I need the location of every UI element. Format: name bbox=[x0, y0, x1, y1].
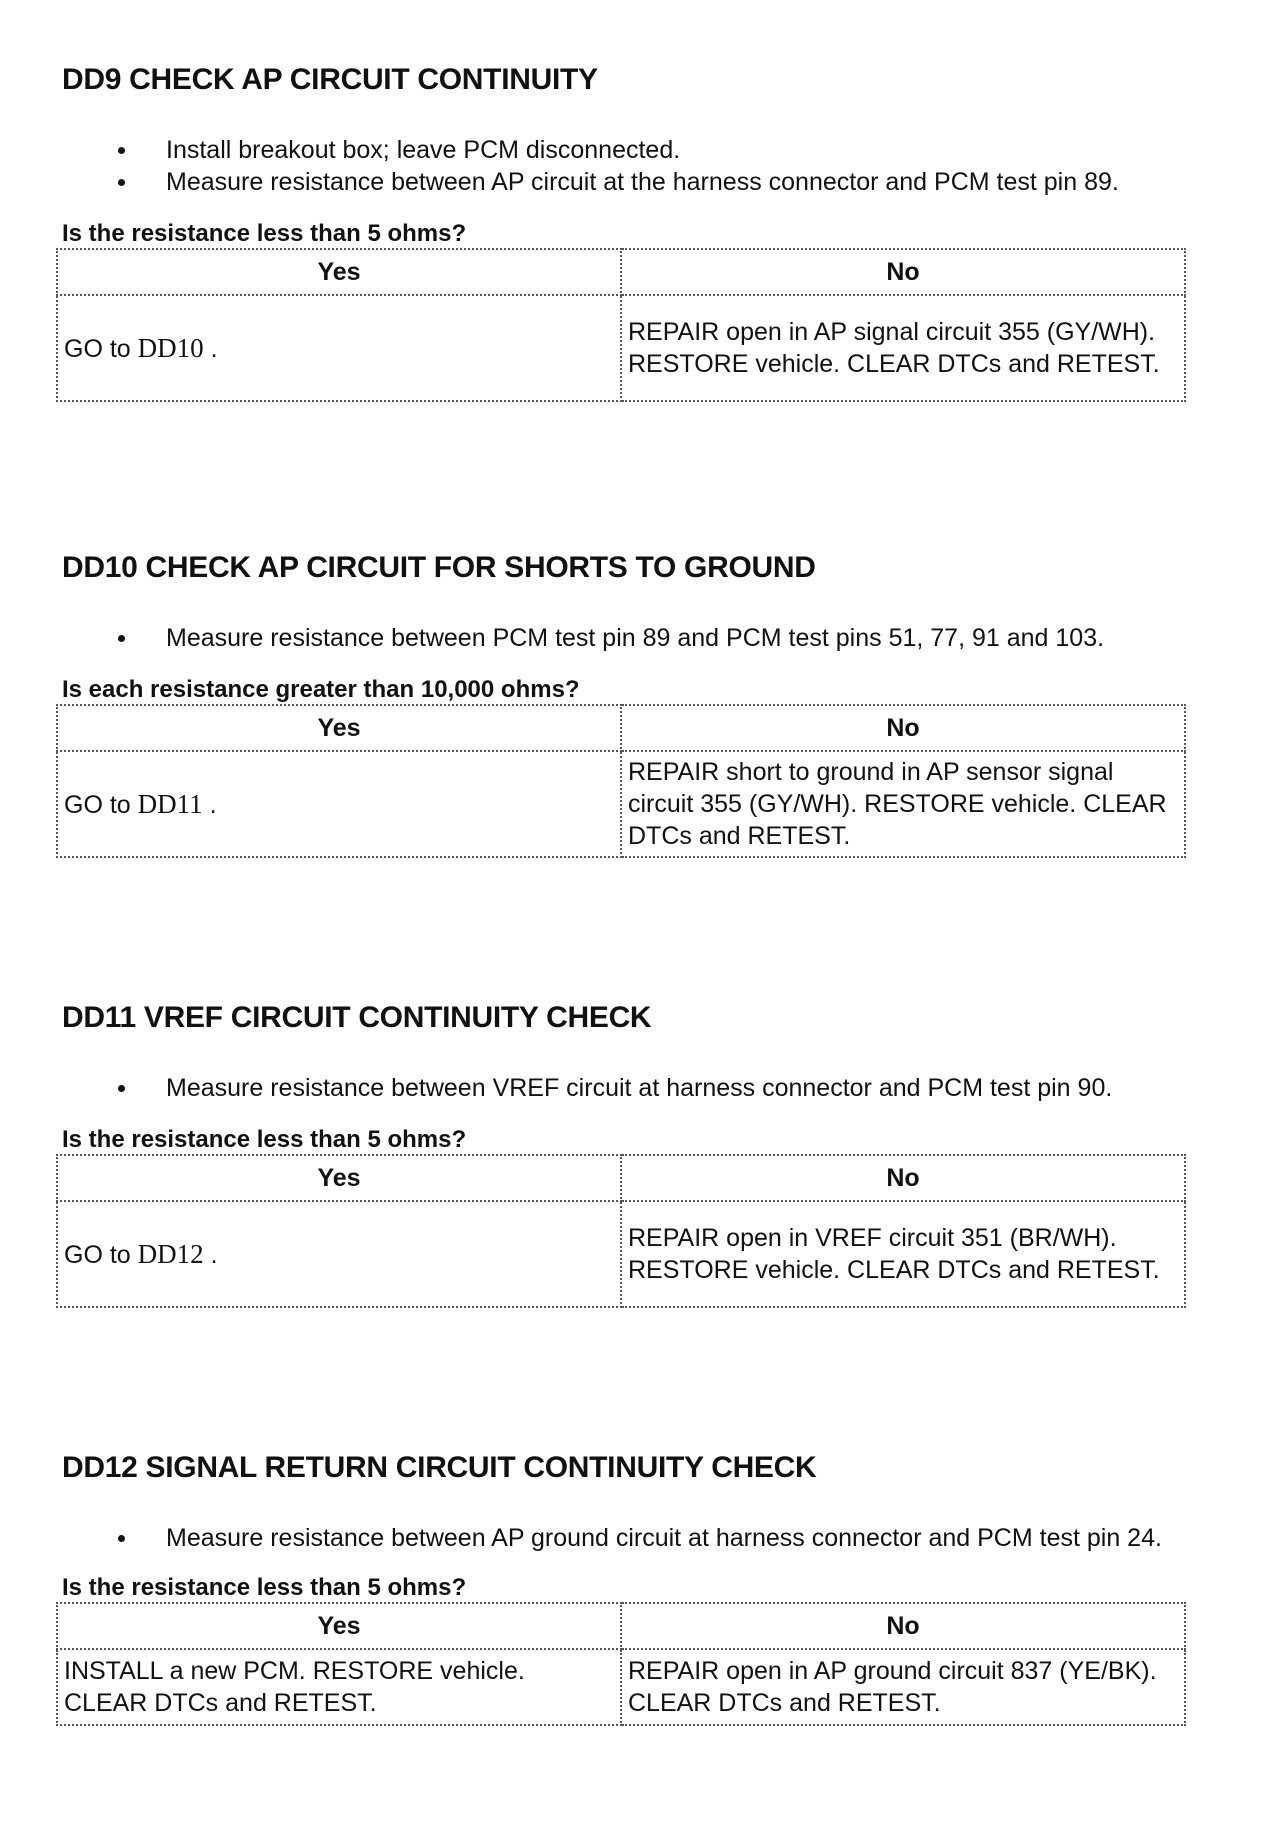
yes-cell: INSTALL a new PCM. RESTORE vehicle. CLEAR DTCs and RETEST. bbox=[57, 1649, 621, 1725]
bullet-list bbox=[62, 1522, 1242, 1554]
bullet-icon bbox=[118, 1085, 125, 1092]
yes-cell: GO to DD12 . bbox=[57, 1201, 621, 1307]
yes-header: Yes bbox=[57, 705, 621, 751]
yes-header: Yes bbox=[57, 1603, 621, 1649]
bullet-icon bbox=[118, 635, 125, 642]
bullet-icon bbox=[118, 179, 125, 186]
no-cell: REPAIR open in AP signal circuit 355 (GY/WH). RESTORE vehicle. CLEAR DTCs and RETEST. bbox=[621, 295, 1185, 401]
answer-table bbox=[56, 1602, 1186, 1726]
section-heading: DD9 CHECK AP CIRCUIT CONTINUITY bbox=[62, 63, 598, 96]
section-dd9 bbox=[62, 62, 1242, 402]
goto-link[interactable]: DD11 bbox=[137, 788, 203, 819]
no-cell: REPAIR short to ground in AP sensor signal circuit 355 (GY/WH). RESTORE vehicle. CLEAR DTCs and RETEST. bbox=[621, 751, 1185, 857]
answer-table bbox=[56, 248, 1186, 402]
bullet-item: Measure resistance between AP circuit at the harness connector and PCM test pin 89. bbox=[62, 166, 1242, 198]
answer-table bbox=[56, 704, 1186, 858]
question: Is the resistance less than 5 ohms? bbox=[62, 1574, 467, 1601]
yes-header: Yes bbox=[57, 249, 621, 295]
no-header: No bbox=[621, 1603, 1185, 1649]
goto-link[interactable]: DD10 bbox=[137, 332, 204, 363]
question: Is the resistance less than 5 ohms? bbox=[62, 1126, 467, 1153]
section-dd11 bbox=[62, 1000, 1242, 1308]
bullet-item: Measure resistance between PCM test pin 89 and PCM test pins 51, 77, 91 and 103. bbox=[62, 622, 1242, 654]
section-heading: DD10 CHECK AP CIRCUIT FOR SHORTS TO GROUND bbox=[62, 551, 816, 584]
bullet-icon bbox=[118, 147, 125, 154]
answer-table bbox=[56, 1154, 1186, 1308]
bullet-icon bbox=[118, 1535, 125, 1542]
goto-link[interactable]: DD12 bbox=[137, 1238, 204, 1269]
section-dd12 bbox=[62, 1450, 1242, 1726]
section-dd10 bbox=[62, 550, 1242, 858]
bullet-item: Install breakout box; leave PCM disconnected. bbox=[62, 134, 1242, 166]
question: Is each resistance greater than 10,000 ohms? bbox=[62, 676, 580, 703]
bullet-list bbox=[62, 622, 1242, 654]
bullet-list bbox=[62, 134, 1242, 198]
bullet-item: Measure resistance between VREF circuit at harness connector and PCM test pin 90. bbox=[62, 1072, 1242, 1104]
section-heading: DD12 SIGNAL RETURN CIRCUIT CONTINUITY CHECK bbox=[62, 1451, 817, 1484]
no-header: No bbox=[621, 1155, 1185, 1201]
goto-prefix: GO to bbox=[64, 790, 131, 819]
section-heading: DD11 VREF CIRCUIT CONTINUITY CHECK bbox=[62, 1001, 652, 1034]
yes-cell: GO to DD11 . bbox=[57, 751, 621, 857]
no-cell: REPAIR open in AP ground circuit 837 (YE/BK). CLEAR DTCs and RETEST. bbox=[621, 1649, 1185, 1725]
no-header: No bbox=[621, 705, 1185, 751]
question: Is the resistance less than 5 ohms? bbox=[62, 220, 467, 247]
bullet-item: Measure resistance between AP ground circuit at harness connector and PCM test pin 24. bbox=[62, 1522, 1242, 1554]
goto-prefix: GO to bbox=[64, 1240, 131, 1269]
yes-cell: GO to DD10 . bbox=[57, 295, 621, 401]
no-header: No bbox=[621, 249, 1185, 295]
goto-prefix: GO to bbox=[64, 334, 131, 363]
no-cell: REPAIR open in VREF circuit 351 (BR/WH). RESTORE vehicle. CLEAR DTCs and RETEST. bbox=[621, 1201, 1185, 1307]
bullet-list bbox=[62, 1072, 1242, 1104]
yes-header: Yes bbox=[57, 1155, 621, 1201]
